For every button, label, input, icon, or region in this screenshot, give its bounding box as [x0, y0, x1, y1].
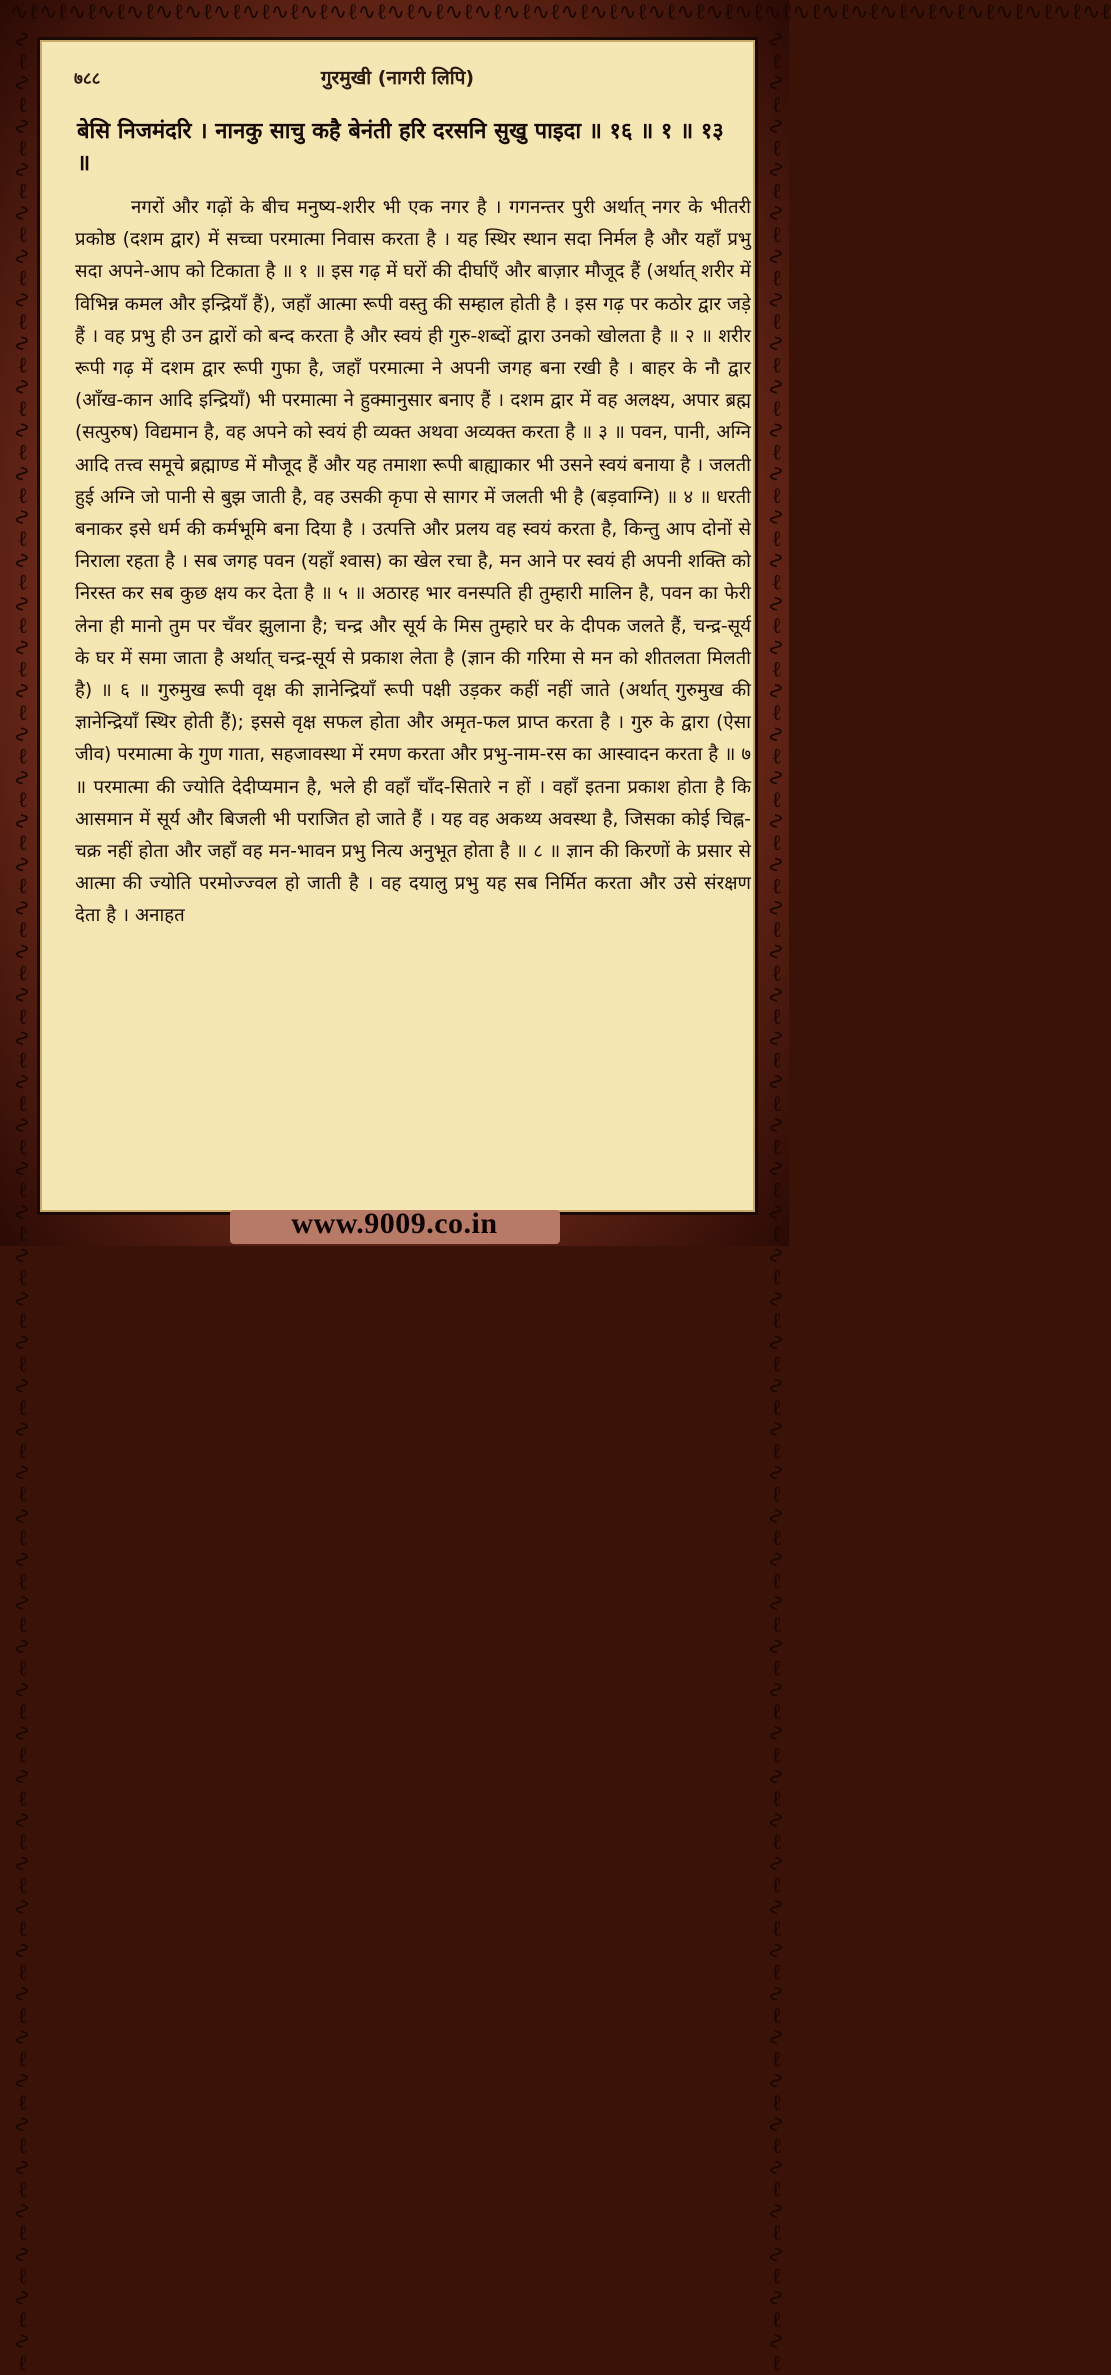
border-ornament-left: ∿ℓ∿ℓ∿ℓ∿ℓ∿ℓ∿ℓ∿ℓ∿ℓ∿ℓ∿ℓ∿ℓ∿ℓ∿ℓ∿ℓ∿ℓ∿ℓ∿ℓ∿ℓ∿ℓ∿ℓ∿ℓ∿ℓ∿ℓ∿ℓ∿ℓ∿ℓ∿ℓ∿ℓ∿ℓ∿ℓ∿ℓ∿ℓ∿ℓ∿ℓ∿ℓ∿ℓ∿ℓ∿ℓ∿ℓ∿ℓ∿ℓ∿ℓ∿ℓ∿ℓ∿ℓ∿ℓ∿ℓ∿ℓ∿ℓ∿ℓ∿ℓ∿ℓ∿ℓ∿ℓ: [9, 30, 34, 2375]
border-ornament-top: ∿ℓ∿ℓ∿ℓ∿ℓ∿ℓ∿ℓ∿ℓ∿ℓ∿ℓ∿ℓ∿ℓ∿ℓ∿ℓ∿ℓ∿ℓ∿ℓ∿ℓ∿ℓ∿ℓ∿ℓ∿ℓ∿ℓ∿ℓ∿ℓ∿ℓ∿ℓ∿ℓ∿ℓ∿ℓ∿ℓ∿ℓ∿ℓ∿ℓ∿ℓ∿ℓ∿ℓ∿ℓ∿ℓ: [10, 0, 1111, 25]
border-ornament-right: ∿ℓ∿ℓ∿ℓ∿ℓ∿ℓ∿ℓ∿ℓ∿ℓ∿ℓ∿ℓ∿ℓ∿ℓ∿ℓ∿ℓ∿ℓ∿ℓ∿ℓ∿ℓ∿ℓ∿ℓ∿ℓ∿ℓ∿ℓ∿ℓ∿ℓ∿ℓ∿ℓ∿ℓ∿ℓ∿ℓ∿ℓ∿ℓ∿ℓ∿ℓ∿ℓ∿ℓ∿ℓ∿ℓ∿ℓ∿ℓ∿ℓ∿ℓ∿ℓ∿ℓ∿ℓ∿ℓ∿ℓ∿ℓ∿ℓ∿ℓ∿ℓ∿ℓ∿ℓ∿ℓ: [763, 30, 788, 2375]
page-header: [40, 60, 755, 90]
page-paper: [37, 37, 758, 1215]
page-title: गुरमुखी (नागरी लिपि): [320, 67, 475, 89]
footer-url: www.9009.co.in: [291, 1207, 498, 1240]
gurbani-verse: बेसि निजमंदरि । नानकु साचु कहै बेनंती हरि दरसनि सुखु पाइदा ॥ १६ ॥ १ ॥ १३ ॥: [77, 119, 724, 176]
page-number: ७८८: [74, 69, 101, 89]
commentary-paragraph: नगरों और गढ़ों के बीच मनुष्य-शरीर भी एक नगर है । गगनन्तर पुरी अर्थात् नगर के भीतरी प्रकोष्ठ (दशम द्वार) में सच्चा परमात्मा निवास करता है । यह स्थिर स्थान सदा निर्मल है और यहाँ प्रभु सदा अपने-आप को टिकाता है ॥ १ ॥ इस गढ़ में घरों की दीर्घाएँ और बाज़ार मौजूद हैं (अर्थात् शरीर में विभिन्न कमल और इन्द्रियाँ हैं), जहाँ आत्मा रूपी वस्तु की सम्हाल होती है । इस गढ़ पर कठोर द्वार जड़े हैं । वह प्रभु ही उन द्वारों को बन्द करता है और स्वयं ही गुरु-शब्दों द्वारा उनको खोलता है ॥ २ ॥ शरीर रूपी गढ़ में दशम द्वार रूपी गुफा है, जहाँ परमात्मा ने अपनी जगह बना रखी है । बाहर के नौ द्वार (आँख-कान आदि इन्द्रियाँ) भी परमात्मा ने हुक्मानुसार बनाए हैं । दशम द्वार में वह अलक्ष्य, अपार ब्रह्म (सत्पुरुष) विद्यमान है, वह अपने को स्वयं ही व्यक्त अथवा अव्यक्त करता है ॥ ३ ॥ पवन, पानी, अग्नि आदि तत्त्व समूचे ब्रह्माण्ड में मौजूद हैं और यह तमाशा रूपी बाह्याकार भी उसने स्वयं बनाया है । जलती हुई अग्नि जो पानी से बुझ जाती है, वह उसकी कृपा से सागर में जलती भी है (बड़वाग्नि) ॥ ४ ॥ धरती बनाकर इसे धर्म की कर्मभूमि बना दिया है । उत्पत्ति और प्रलय वह स्वयं करता है, किन्तु आप दोनों से निराला रहता है । सब जगह पवन (यहाँ श्वास) का खेल रचा है, मन आने पर स्वयं ही अपनी शक्ति को निरस्त कर सब कुछ क्षय कर देता है ॥ ५ ॥ अठारह भार वनस्पति ही तुम्हारी मालिन है, पवन का फेरी लेना ही मानो तुम पर चँवर झुलाना है; चन्द्र और सूर्य के मिस तुम्हारे घर के दीपक जलते हैं, चन्द्र-सूर्य के घर में समा जाता है अर्थात् चन्द्र-सूर्य से प्रकाश लेता है (ज्ञान की गरिमा से मन को शीतलता मिलती है) ॥ ६ ॥ गुरुमुख रूपी वृक्ष की ज्ञानेन्द्रियाँ रूपी पक्षी उड़कर कहीं नहीं जाते (अर्थात् गुरुमुख की ज्ञानेन्द्रियाँ स्थिर होती हैं); इससे वृक्ष सफल होता और अमृत-फल प्राप्त करता है । गुरु के द्वारा (ऐसा जीव) परमात्मा के गुण गाता, सहजावस्था में रमण करता और प्रभु-नाम-रस का आस्वादन करता है ॥ ७ ॥ परमात्मा की ज्योति देदीप्यमान है, भले ही वहाँ चाँद-सितारे न हों । वहाँ इतना प्रकाश होता है कि आसमान में सूर्य और बिजली भी पराजित हो जाते हैं । यह वह अकथ्य अवस्था है, जिसका कोई चिह्न-चक्र नहीं होता और जहाँ वह मन-भावन प्रभु नित्य अनुभूत होता है ॥ ८ ॥ ज्ञान की किरणों के प्रसार से आत्मा की ज्योति परमोज्ज्वल हो जाती है । वह दयालु प्रभु यह सब निर्मित करता और उसे संरक्षण देता है । अनाहत: [75, 197, 751, 927]
